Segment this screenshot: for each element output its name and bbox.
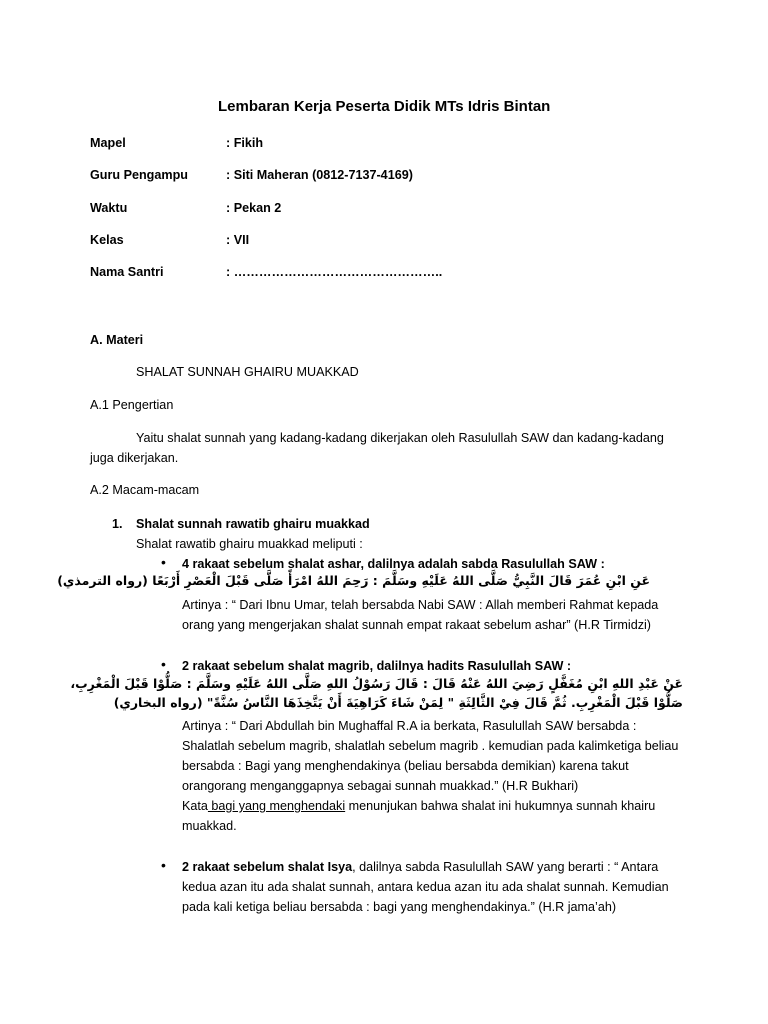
section-a-heading: A. Materi — [90, 333, 144, 347]
a1-text-line1: Yaitu shalat sunnah yang kadang-kadang dikerjakan oleh Rasulullah SAW dan kadang-kadang — [136, 431, 664, 445]
bullet-3-line1-rest: , dalilnya sabda Rasulullah SAW yang berarti : “ Antara — [352, 860, 659, 874]
info-value-kelas: : VII — [226, 233, 250, 247]
a2-heading: A.2 Macam-macam — [90, 483, 200, 497]
bullet-2-arabic-line1: عَنْ عَبْدِ اللهِ ابْنِ مُغَفَّلٍ رَضِيَ اللهُ عَنْهُ قَالَ : قَالَ رَسُوْلُ اللهِ صَلَّى اللهُ عَلَيْهِ وسَلَّمَ : صَلُّوْا قَبْلَ الْمَغْرِبِ، — [70, 676, 683, 691]
item1-title: Shalat sunnah rawatib ghairu muakkad — [136, 517, 370, 531]
bullet-2-marker: • — [161, 656, 166, 672]
bullet-1-arti-line1: Artinya : “ Dari Ibnu Umar, telah bersabda Nabi SAW : Allah memberi Rahmat kepada — [182, 598, 659, 612]
bullet-3-line1 — [182, 859, 658, 875]
a1-text-line2: juga dikerjakan. — [90, 451, 179, 465]
bullet-3-line3: pada kali ketiga beliau bersabda : bagi yang menghendakinya.” (H.R jama’ah) — [182, 900, 617, 914]
bullet-2-title: 2 rakaat sebelum shalat magrib, dalilnya hadits Rasulullah SAW : — [182, 659, 572, 673]
info-label-mapel: Mapel — [90, 136, 126, 150]
kata-underlined-phrase: bagi yang menghendaki — [207, 799, 346, 813]
document-title: Lembaran Kerja Peserta Didik MTs Idris Bintan — [218, 98, 551, 115]
item1-intro: Shalat rawatib ghairu muakkad meliputi : — [136, 537, 363, 551]
a1-heading: A.1 Pengertian — [90, 398, 174, 412]
bullet-1-title: 4 rakaat sebelum shalat ashar, dalilnya adalah sabda Rasulullah SAW : — [182, 557, 605, 571]
info-value-guru: : Siti Maheran (0812-7137-4169) — [226, 168, 413, 182]
item1-number: 1. — [112, 517, 123, 531]
bullet-2-arti-line3: bersabda : Bagi yang menghendakinya (beliau bersabda demikian) karena takut — [182, 759, 629, 773]
bullet-3-marker: • — [161, 857, 166, 873]
bullet-3-title: 2 rakaat sebelum shalat Isya — [182, 860, 353, 874]
info-value-waktu: : Pekan 2 — [226, 201, 282, 215]
kata-suffix: menunjukan bahwa shalat ini hukumnya sunnah khairu — [345, 799, 656, 813]
bullet-1-marker: • — [161, 554, 166, 570]
bullet-3-line2: kedua azan itu ada shalat sunnah, antara kedua azan itu ada shalat sunnah. Kemudian — [182, 880, 669, 894]
bullet-1-arti-line2: orang yang mengerjakan shalat sunnah empat rakaat sebelum ashar” (H.R Tirmidzi) — [182, 618, 651, 632]
info-value-nama: : ………………………………………….. — [226, 265, 443, 279]
topic-heading: SHALAT SUNNAH GHAIRU MUAKKAD — [136, 365, 359, 379]
info-value-mapel: : Fikih — [226, 136, 264, 150]
bullet-2-arti-line2: Shalatlah sebelum magrib, shalatlah sebelum magrib . kemudian pada kalimketiga beliau — [182, 739, 679, 753]
bullet-2-arti-line1: Artinya : “ Dari Abdullah bin Mughaffal R.A ia berkata, Rasulullah SAW bersabda : — [182, 719, 637, 733]
bullet-2-kata-line1 — [182, 798, 655, 814]
info-label-nama: Nama Santri — [90, 265, 164, 279]
bullet-1-arabic: عَنِ ابْنِ عُمَرَ قَالَ النَّبِيُّ صَلَّى اللهُ عَلَيْهِ وسَلَّمَ : رَحِمَ اللهُ امْرَأً صَلَّى قَبْلَ الْعَصْرِ أَرْبَعًا (رواه الترمذي) — [57, 573, 650, 588]
info-label-kelas: Kelas — [90, 233, 124, 247]
bullet-2-kata-line2: muakkad. — [182, 819, 237, 833]
bullet-2-arabic-line2: صَلُّوْا قَبْلَ الْمَغْرِبِ. ثُمَّ قَالَ فِيْ الثَّالِثَةِ " لِمَنْ شَاءَ كَرَاهِيَةَ أَنْ يَتَّخِذَهَا النَّاسُ سُنَّةً" (رواه البخاري) — [113, 695, 683, 710]
bullet-2-arti-line4: orangorang menganggapnya sebagai sunnah muakkad.” (H.R Bukhari) — [182, 779, 579, 793]
kata-prefix: Kata — [182, 799, 208, 813]
info-label-waktu: Waktu — [90, 201, 128, 215]
info-label-guru: Guru Pengampu — [90, 168, 188, 182]
